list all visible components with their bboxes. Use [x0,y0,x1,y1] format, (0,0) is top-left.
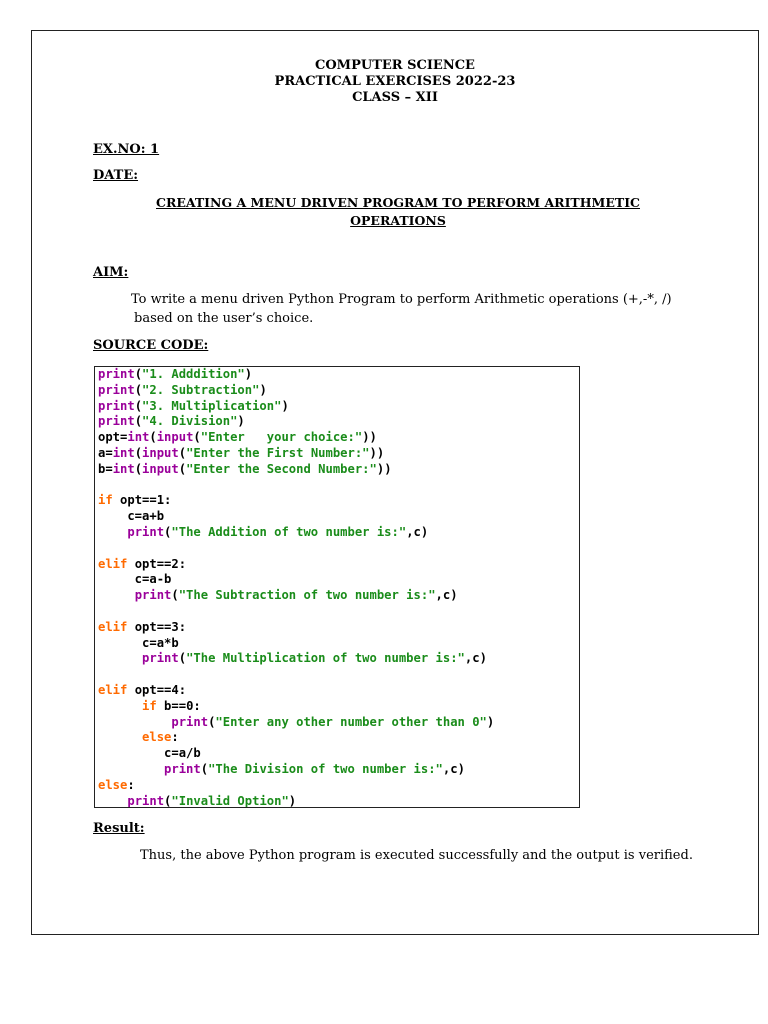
code-token: print [98,414,135,429]
code-token: "The Addition of two number is:" [171,524,407,539]
code-token: elif [98,682,128,697]
code-token: "2. Subtraction" [142,382,260,397]
code-token: else [142,730,172,745]
code-line [98,572,579,588]
exercise-number: EX.NO: 1 [93,142,160,157]
code-token [98,730,142,744]
code-token: )) [376,461,392,476]
code-token: ( [134,367,143,381]
code-token: : [171,730,179,745]
code-token [98,715,171,729]
code-line [98,746,579,762]
code-token [98,588,135,602]
code-token: opt= [98,430,128,445]
code-token: if [98,493,113,508]
code-token: print [127,524,165,539]
code-line [98,383,579,399]
code-token: opt==3: [127,619,187,634]
code-line [98,699,579,715]
code-token: a= [98,445,113,460]
code-line [98,493,579,509]
code-token: )) [362,430,377,445]
code-line [98,636,579,652]
code-token: ) [237,414,245,429]
source-code-block [94,366,580,808]
code-token: ( [171,588,179,603]
code-token: ( [134,445,143,460]
code-token: input [142,445,179,460]
code-token: input [142,461,179,476]
aim-text-line-2: based on the user’s choice. [134,311,314,326]
code-line [98,715,579,731]
code-line [98,509,579,525]
code-line [98,478,579,494]
code-token: "Enter your choice:" [200,430,363,445]
code-line [98,541,579,557]
code-token: ( [164,524,172,539]
aim-label: AIM: [93,265,129,280]
code-token: c=a-b [98,572,172,587]
code-token: ) [244,367,253,381]
document-page [31,30,759,935]
header-practical-title: PRACTICAL EXERCISES 2022-23 [274,74,516,89]
code-token: )) [369,445,385,460]
code-token: ( [134,414,143,429]
code-token: ,c) [464,651,487,666]
code-token: c=a*b [98,635,179,650]
date-label: DATE: [93,168,139,183]
code-line [98,525,579,541]
code-token: elif [98,556,128,571]
code-token: int [112,461,135,476]
code-token: print [127,793,165,808]
code-token: c=a/b [98,746,201,761]
code-token: print [171,714,209,729]
code-token: ( [134,382,143,397]
code-token: : [127,777,135,792]
code-line [98,588,579,604]
document-header [32,58,758,106]
code-token: ( [178,651,187,666]
code-token: ( [208,714,216,729]
code-token: elif [98,619,128,634]
code-line [98,446,579,462]
code-token: "Invalid Option" [171,793,289,808]
code-token: ( [193,430,201,445]
code-token: "4. Division" [142,414,238,429]
code-token: print [98,367,135,381]
result-label: Result: [93,821,145,836]
code-token: "Enter the Second Number:" [186,461,377,476]
exercise-title-line-1: CREATING A MENU DRIVEN PROGRAM TO PERFORM ARITHMETIC [156,195,640,210]
code-token: ,c) [406,524,429,539]
exercise-title-line-2: OPERATIONS [350,213,446,228]
aim-text-line-1: To write a menu driven Python Program to perform Arithmetic operations (+,-*, /) [131,292,672,307]
code-line [98,683,579,699]
code-line [98,794,579,808]
code-token: ( [134,398,143,413]
code-line [98,620,579,636]
code-line [98,367,579,383]
code-token: ,c) [435,588,458,603]
code-token: ( [134,461,143,476]
code-token: print [98,398,135,413]
code-token: ( [200,761,209,776]
code-token: "Enter any other number other than 0" [215,714,487,729]
code-token: b= [98,461,113,476]
code-token: opt==1: [112,493,172,508]
code-line [98,414,579,430]
code-token [98,794,127,808]
code-token [98,699,142,713]
code-line [98,430,579,446]
code-line [98,730,579,746]
code-token: print [134,588,172,603]
header-class: CLASS – XII [352,90,438,105]
code-token: print [98,382,135,397]
code-token: ( [164,793,172,808]
code-line [98,651,579,667]
code-token: "The Subtraction of two number is:" [178,588,436,603]
code-line [98,667,579,683]
code-token: b==0: [156,698,201,713]
code-token: int [127,430,150,445]
code-token: else [98,777,128,792]
code-token: if [142,698,157,713]
code-line [98,557,579,573]
code-token: opt==2: [127,556,187,571]
code-token: opt==4: [127,682,187,697]
exercise-title [92,194,704,230]
code-token: ( [178,445,187,460]
code-token: ( [149,430,157,445]
result-text: Thus, the above Python program is executed successfully and the output is verified. [140,848,693,863]
code-token [98,762,164,776]
code-token: int [112,445,135,460]
code-line [98,462,579,478]
code-token: ,c) [442,761,465,776]
code-token: ) [281,398,289,413]
code-token [98,525,127,539]
code-token: c=a+b [98,509,165,524]
code-line [98,399,579,415]
code-token: ) [259,382,267,397]
code-token: ( [178,461,187,476]
code-token: input [156,430,194,445]
code-token: "The Multiplication of two number is:" [186,651,465,666]
code-token [98,651,142,665]
header-subject: COMPUTER SCIENCE [315,58,475,73]
code-line [98,762,579,778]
code-line [98,604,579,620]
source-code-label: SOURCE CODE: [93,338,209,353]
code-line [98,778,579,794]
code-token: ) [288,793,297,808]
code-token: "3. Multiplication" [142,398,282,413]
code-token: "1. Adddition" [142,367,245,381]
code-token: "The Division of two number is:" [208,761,443,776]
code-token: "Enter the First Number:" [186,445,370,460]
code-token: print [142,651,179,666]
code-token: print [164,761,201,776]
code-token: ) [486,714,495,729]
